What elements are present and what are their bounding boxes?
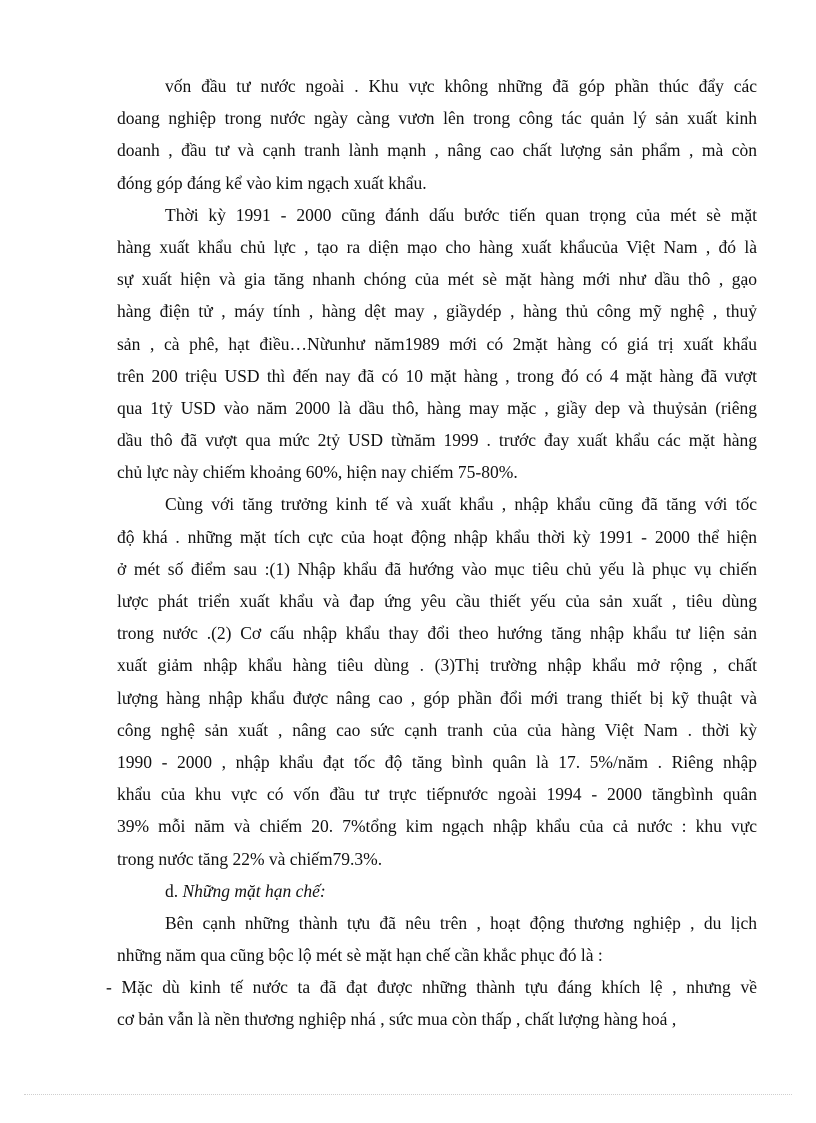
document-body [106, 70, 757, 1036]
text-line: hàng điện tử , máy tính , hàng dệt may , giầydép , hàng thủ công mỹ nghệ , thuỷ [117, 301, 757, 322]
page-bottom-divider [24, 1094, 792, 1095]
text-line: khẩu của khu vực có vốn đầu tư trực tiếpnước ngoài 1994 - 2000 tăngbình quân [117, 784, 757, 805]
text-line: qua 1tỷ USD vào năm 2000 là dầu thô, hàng may mặc , giầy dep và thuỷsản (riêng [117, 397, 757, 418]
paragraph-block-limitations [106, 907, 757, 1036]
text-line: Bên cạnh những thành tựu đã nêu trên , hoạt động thương nghiệp , du lịch [165, 912, 757, 933]
text-line: doang nghiệp trong nước ngày càng vươn lên trong công tác quản lý sản xuất kinh [117, 108, 757, 129]
text-line: - Mặc dù kinh tế nước ta đã đạt được những thành tựu đáng khích lệ , nhưng về [106, 977, 757, 998]
text-line: đóng góp đáng kể vào kim ngạch xuất khẩu. [117, 172, 427, 193]
text-line: công nghệ sản xuất , nâng cao sức cạnh tranh của của hàng Việt Nam . thời kỳ [117, 719, 757, 740]
text-line: Cùng với tăng trưởng kinh tế và xuất khẩu , nhập khẩu cũng đã tăng với tốc [165, 494, 757, 515]
paragraph-block-main [117, 70, 757, 875]
text-line: sản , cà phê, hạt điều…Nừunhư năm1989 mới có 2mặt hàng có giá trị xuất khẩu [117, 333, 757, 354]
text-line: độ khá . những mặt tích cực của hoạt động nhập khẩu thời kỳ 1991 - 2000 thể hiện [117, 526, 757, 547]
section-heading-prefix: d. [165, 880, 183, 901]
text-line: lược phát triển xuất khẩu và đap ứng yêu cầu thiết yếu của sản xuất , tiêu dùng [117, 591, 757, 611]
text-line: những năm qua cũng bộc lộ mét sè mặt hạn chế cần khắc phục đó là : [117, 945, 603, 966]
text-line: trong nước tăng 22% và chiếm79.3%. [117, 848, 383, 869]
text-line: cơ bản vẫn là nền thương nghiệp nhá , sức mua còn thấp , chất lượng hàng hoá , [117, 1009, 677, 1030]
text-line: xuất giảm nhập khẩu hàng tiêu dùng . (3)Thị trường nhập khẩu mở rộng , chất [117, 655, 757, 676]
section-heading [117, 875, 757, 907]
text-line: ở mét số điểm sau :(1) Nhập khẩu đã hướng vào mục tiêu chủ yếu là phục vụ chiến [117, 558, 757, 579]
text-line: vốn đầu tư nước ngoài . Khu vực không những đã góp phần thúc đẩy các [165, 76, 757, 96]
text-line: sự xuất hiện và gia tăng nhanh chóng của mét sè mặt hàng mới như dầu thô , gạo [117, 269, 757, 290]
text-line: 39% mỗi năm và chiếm 20. 7%tổng kim ngạch nhập khẩu của cả nước : khu vực [117, 816, 757, 837]
text-line: dầu thô đã vượt qua mức 2tỷ USD từnăm 1999 . trước đay xuất khẩu các mặt hàng [117, 430, 757, 451]
text-line: lượng hàng nhập khẩu được nâng cao , góp phần đổi mới trang thiết bị kỹ thuật và [117, 687, 757, 708]
text-line: trên 200 triệu USD thì đến nay đã có 10 mặt hàng , trong đó có 4 mặt hàng đã vượt [117, 365, 757, 386]
section-heading-title: Những mặt hạn chế: [182, 880, 326, 901]
text-line: 1990 - 2000 , nhập khẩu đạt tốc độ tăng bình quân là 17. 5%/năm . Riêng nhập [117, 751, 757, 772]
text-line: chủ lực này chiếm khoảng 60%, hiện nay chiếm 75-80%. [117, 462, 518, 483]
text-line: trong nước .(2) Cơ cấu nhập khẩu thay đổi theo hướng tăng nhập khẩu tư liện sản [117, 623, 757, 644]
text-line: Thời kỳ 1991 - 2000 cũng đánh dấu bước tiến quan trọng của mét sè mặt [165, 204, 757, 225]
text-line: doanh , đầu tư và cạnh tranh lành mạnh , nâng cao chất lượng sản phẩm , mà còn [117, 140, 757, 161]
text-line: hàng xuất khẩu chủ lực , tạo ra diện mạo cho hàng xuất khẩucủa Việt Nam , đó là [117, 236, 757, 257]
